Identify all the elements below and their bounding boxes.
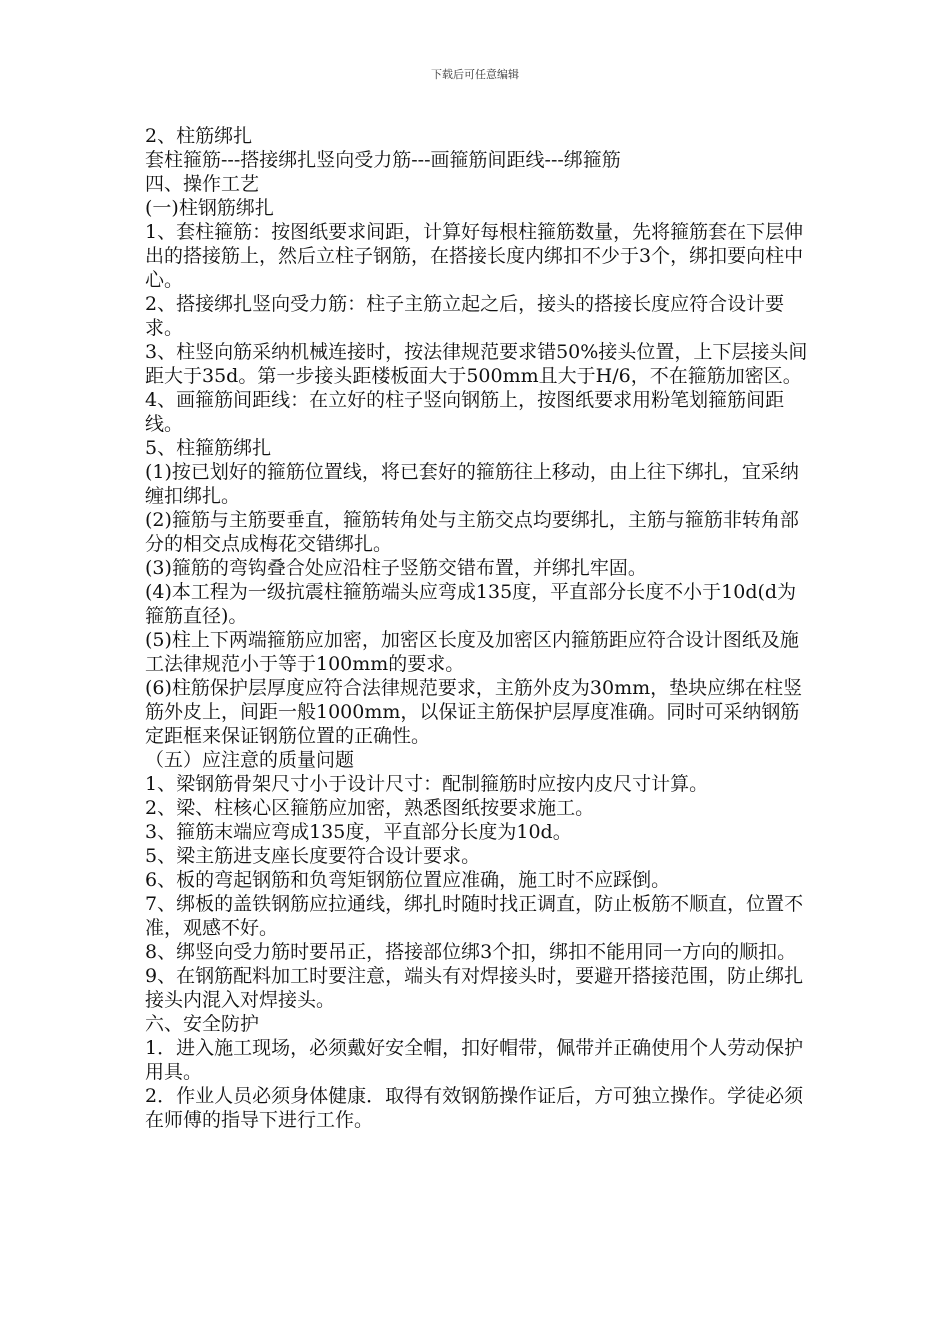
list-item: 7、绑板的盖铁钢筋应拉通线，绑扎时随时找正调直，防止板筋不顺直，位置不准，观感不好。 <box>145 893 804 939</box>
section-heading: （五）应注意的质量问题 <box>145 749 355 771</box>
paragraph: 2、搭接绑扎竖向受力筋：柱子主筋立起之后，接头的搭接长度应符合设计要求。 <box>145 293 785 339</box>
subsection-heading: 5、柱箍筋绑扎 <box>145 437 272 459</box>
list-item: 1．进入施工现场，必须戴好安全帽，扣好帽带，佩带并正确使用个人劳动保护用具。 <box>145 1037 804 1083</box>
paragraph: 1、套柱箍筋：按图纸要求间距，计算好每根柱箍筋数量，先将箍筋套在下层伸出的搭接筋上，然后立柱子钢筋，在搭接长度内绑扣不少于3个，绑扣要向柱中心。 <box>145 221 804 291</box>
paragraph: 3、柱竖向筋采纳机械连接时，按法律规范要求错50%接头位置，上下层接头间距大于35d。第一步接头距楼板面大于500mm且大于H/6，不在箍筋加密区。 <box>145 341 808 387</box>
list-item: 2、梁、柱核心区箍筋应加密，熟悉图纸按要求施工。 <box>145 797 595 819</box>
process-flow: 套柱箍筋---搭接绑扎竖向受力筋---画箍筋间距线---绑箍筋 <box>145 149 621 171</box>
list-item: 9、在钢筋配料加工时要注意，端头有对焊接头时，要避开搭接范围，防止绑扎接头内混入对焊接头。 <box>145 965 804 1011</box>
list-item: (4)本工程为一级抗震柱箍筋端头应弯成135度，平直部分长度不小于10d(d为箍筋直径)。 <box>145 581 797 627</box>
list-item: (6)柱筋保护层厚度应符合法律规范要求，主筋外皮为30mm，垫块应绑在柱竖筋外皮上，间距一般1000mm，以保证主筋保护层厚度准确。同时可采纳钢筋定距框来保证钢筋位置的正确性。 <box>145 677 803 747</box>
list-item: (5)柱上下两端箍筋应加密，加密区长度及加密区内箍筋距应符合设计图纸及施工法律规范小于等于100mm的要求。 <box>145 629 799 675</box>
list-item: 2．作业人员必须身体健康．取得有效钢筋操作证后，方可独立操作。学徒必须在师傅的指导下进行工作。 <box>145 1085 804 1131</box>
subsection-heading: (一)柱钢筋绑扎 <box>145 197 274 219</box>
section-heading: 六、安全防护 <box>145 1013 260 1035</box>
list-item: 8、绑竖向受力筋时要吊正，搭接部位绑3个扣，绑扣不能用同一方向的顺扣。 <box>145 941 797 963</box>
list-item: 3、箍筋末端应弯成135度，平直部分长度为10d。 <box>145 821 572 843</box>
section-heading: 四、操作工艺 <box>145 173 260 195</box>
list-item: 5、梁主筋进支座长度要符合设计要求。 <box>145 845 481 867</box>
list-item: (3)箍筋的弯钩叠合处应沿柱子竖筋交错布置，并绑扎牢固。 <box>145 557 647 579</box>
paragraph: 4、画箍筋间距线：在立好的柱子竖向钢筋上，按图纸要求用粉笔划箍筋间距线。 <box>145 389 785 435</box>
list-item: (2)箍筋与主筋要垂直，箍筋转角处与主筋交点均要绑扎，主筋与箍筋非转角部分的相交点成梅花交错绑扎。 <box>145 509 799 555</box>
page-header: 下载后可任意编辑 <box>431 68 519 81</box>
list-item: 1、梁钢筋骨架尺寸小于设计尺寸：配制箍筋时应按内皮尺寸计算。 <box>145 773 709 795</box>
section-heading: 2、柱筋绑扎 <box>145 125 253 147</box>
list-item: 6、板的弯起钢筋和负弯矩钢筋位置应准确，施工时不应踩倒。 <box>145 869 671 891</box>
document-body <box>145 124 815 1132</box>
list-item: (1)按已划好的箍筋位置线，将已套好的箍筋往上移动，由上往下绑扎，宜采纳缠扣绑扎。 <box>145 461 799 507</box>
